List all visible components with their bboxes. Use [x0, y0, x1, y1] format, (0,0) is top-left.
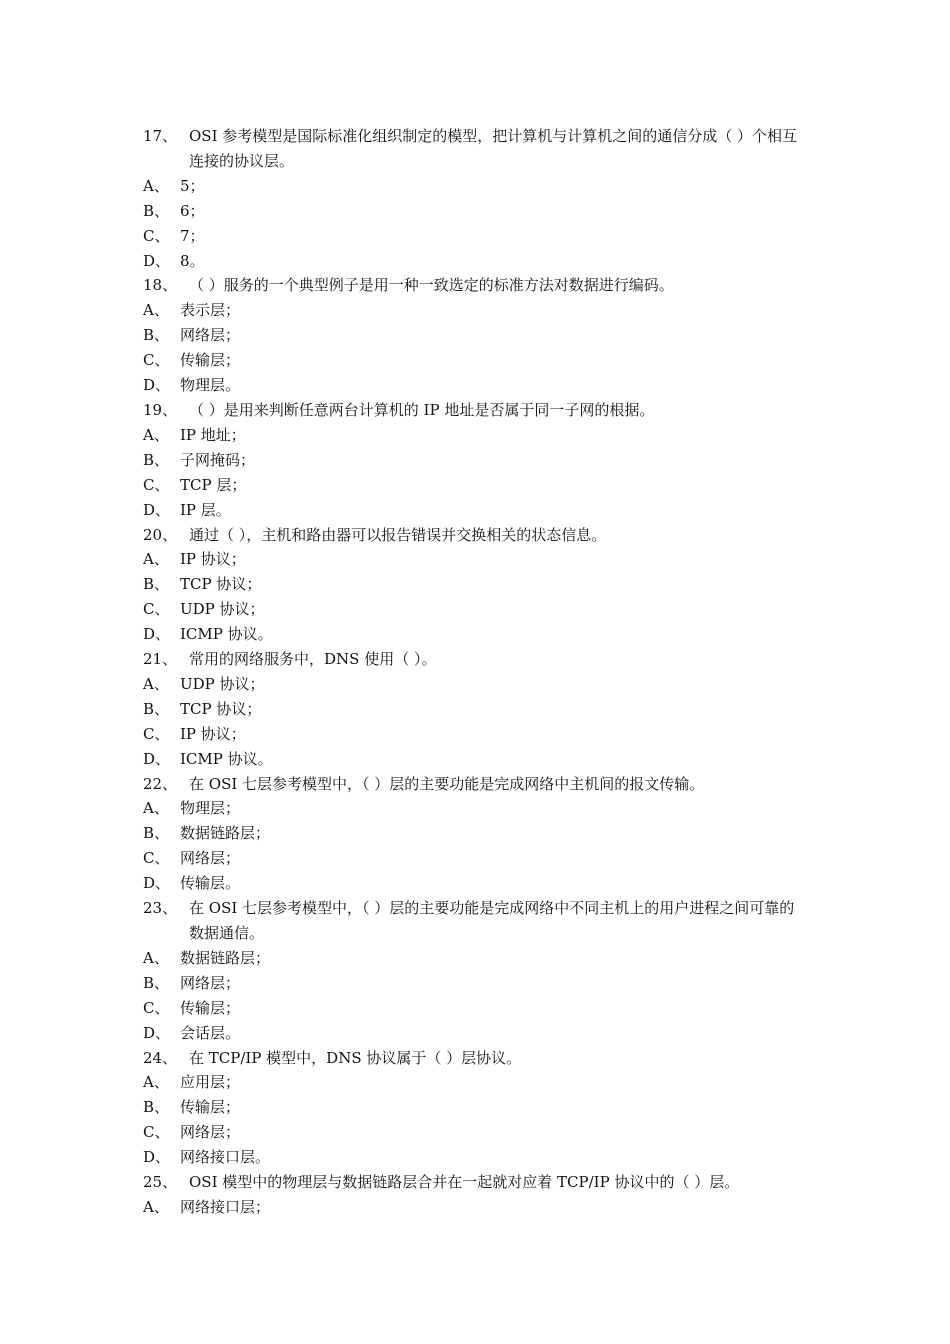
option-text: 子网掩码； — [180, 450, 256, 469]
question-text: 通过（ ），主机和路由器可以报告错误并交换相关的状态信息。 — [189, 525, 607, 544]
option-text: 网络层； — [180, 1123, 241, 1142]
option-row — [143, 373, 813, 398]
question-number: 19、 — [143, 400, 178, 419]
option-text: UDP 协议； — [180, 600, 265, 619]
option-text: 传输层； — [180, 1098, 241, 1117]
option-row — [143, 1145, 813, 1170]
option-row — [143, 796, 813, 821]
option-row — [143, 946, 813, 971]
question-text: （ ）服务的一个典型例子是用一种一致选定的标准方法对数据进行编码。 — [189, 276, 674, 295]
option-label: A、 — [143, 1073, 169, 1092]
option-label: D、 — [143, 1023, 171, 1042]
option-row — [143, 747, 813, 772]
option-row — [143, 298, 813, 323]
option-text: 5； — [180, 176, 205, 195]
question-number: 23、 — [143, 899, 178, 918]
option-row — [143, 996, 813, 1021]
option-label: A、 — [143, 550, 169, 569]
option-label: A、 — [143, 674, 169, 693]
option-row — [143, 174, 813, 199]
option-text: 数据链路层； — [180, 824, 271, 843]
option-row — [143, 622, 813, 647]
option-row — [143, 348, 813, 373]
question-25 — [143, 1170, 813, 1195]
option-text: 6； — [180, 201, 205, 220]
option-text: IP 协议； — [180, 724, 246, 743]
option-label: C、 — [143, 849, 170, 868]
question-17 — [143, 124, 813, 174]
option-text: 传输层； — [180, 998, 241, 1017]
option-row — [143, 672, 813, 697]
question-list — [143, 124, 813, 1220]
option-row — [143, 572, 813, 597]
option-label: B、 — [143, 326, 170, 345]
option-text: 传输层。 — [180, 874, 241, 893]
option-row — [143, 821, 813, 846]
option-label: C、 — [143, 351, 170, 370]
option-label: A、 — [143, 176, 169, 195]
option-row — [143, 498, 813, 523]
option-row — [143, 722, 813, 747]
question-text: OSI 模型中的物理层与数据链路层合并在一起就对应着 TCP/IP 协议中的（ ）层。 — [189, 1173, 740, 1192]
option-label: D、 — [143, 749, 171, 768]
question-19 — [143, 398, 813, 423]
option-label: A、 — [143, 425, 169, 444]
option-label: A、 — [143, 799, 169, 818]
option-text: 网络层； — [180, 326, 241, 345]
option-label: B、 — [143, 201, 170, 220]
question-number: 22、 — [143, 774, 178, 793]
option-text: IP 地址； — [180, 425, 246, 444]
option-row — [143, 597, 813, 622]
option-label: D、 — [143, 500, 171, 519]
question-text: （ ）是用来判断任意两台计算机的 IP 地址是否属于同一子网的根据。 — [189, 400, 655, 419]
option-label: B、 — [143, 575, 170, 594]
question-number: 24、 — [143, 1048, 178, 1067]
option-text: 物理层。 — [180, 376, 241, 395]
option-label: B、 — [143, 450, 170, 469]
option-row — [143, 423, 813, 448]
option-text: 物理层； — [180, 799, 241, 818]
option-text: 应用层； — [180, 1073, 241, 1092]
option-row — [143, 323, 813, 348]
option-label: C、 — [143, 724, 170, 743]
question-21 — [143, 647, 813, 672]
question-22 — [143, 772, 813, 797]
option-text: UDP 协议； — [180, 674, 265, 693]
option-label: D、 — [143, 874, 171, 893]
option-row — [143, 448, 813, 473]
option-row — [143, 1195, 813, 1220]
question-number: 18、 — [143, 276, 178, 295]
question-number: 25、 — [143, 1173, 178, 1192]
question-text: 在 OSI 七层参考模型中，（ ）层的主要功能是完成网络中主机间的报文传输。 — [189, 774, 705, 793]
option-label: D、 — [143, 376, 171, 395]
option-label: C、 — [143, 226, 170, 245]
option-label: D、 — [143, 625, 171, 644]
option-label: A、 — [143, 301, 169, 320]
option-label: D、 — [143, 251, 171, 270]
option-label: B、 — [143, 1098, 170, 1117]
option-row — [143, 1021, 813, 1046]
option-text: 8。 — [180, 251, 205, 270]
option-text: 数据链路层； — [180, 948, 271, 967]
option-label: A、 — [143, 948, 169, 967]
option-label: D、 — [143, 1148, 171, 1167]
option-row — [143, 846, 813, 871]
option-row — [143, 1120, 813, 1145]
option-text: 网络层； — [180, 849, 241, 868]
option-text: IP 协议； — [180, 550, 246, 569]
question-18 — [143, 273, 813, 298]
option-row — [143, 1095, 813, 1120]
option-row — [143, 199, 813, 224]
option-text: IP 层。 — [180, 500, 231, 519]
question-number: 20、 — [143, 525, 178, 544]
option-row — [143, 697, 813, 722]
question-text: 常用的网络服务中，DNS 使用（ ）。 — [189, 650, 437, 669]
option-row — [143, 871, 813, 896]
question-text: 在 OSI 七层参考模型中，（ ）层的主要功能是完成网络中不同主机上的用户进程之间可靠的数据通信。 — [189, 899, 795, 942]
option-text: 表示层； — [180, 301, 241, 320]
option-row — [143, 249, 813, 274]
option-row — [143, 1070, 813, 1095]
question-23 — [143, 896, 813, 946]
option-text: TCP 层； — [180, 475, 247, 494]
option-text: 网络接口层； — [180, 1197, 271, 1216]
option-text: 会话层。 — [180, 1023, 241, 1042]
option-text: 网络层； — [180, 973, 241, 992]
option-label: C、 — [143, 475, 170, 494]
option-label: C、 — [143, 1123, 170, 1142]
option-text: TCP 协议； — [180, 699, 262, 718]
question-number: 21、 — [143, 650, 178, 669]
option-row — [143, 547, 813, 572]
option-text: ICMP 协议。 — [180, 625, 273, 644]
option-label: C、 — [143, 998, 170, 1017]
option-text: TCP 协议； — [180, 575, 262, 594]
option-label: B、 — [143, 699, 170, 718]
option-label: B、 — [143, 824, 170, 843]
option-row — [143, 224, 813, 249]
question-text: OSI 参考模型是国际标准化组织制定的模型，把计算机与计算机之间的通信分成（ ）个相互连接的协议层。 — [189, 127, 798, 170]
option-label: A、 — [143, 1197, 169, 1216]
question-24 — [143, 1046, 813, 1071]
option-text: 传输层； — [180, 351, 241, 370]
question-number: 17、 — [143, 127, 178, 145]
option-text: ICMP 协议。 — [180, 749, 273, 768]
option-row — [143, 971, 813, 996]
option-label: C、 — [143, 600, 170, 619]
question-20 — [143, 523, 813, 548]
option-label: B、 — [143, 973, 170, 992]
option-text: 7； — [180, 226, 205, 245]
option-row — [143, 473, 813, 498]
option-text: 网络接口层。 — [180, 1148, 271, 1167]
question-text: 在 TCP/IP 模型中，DNS 协议属于（ ）层协议。 — [189, 1048, 522, 1067]
